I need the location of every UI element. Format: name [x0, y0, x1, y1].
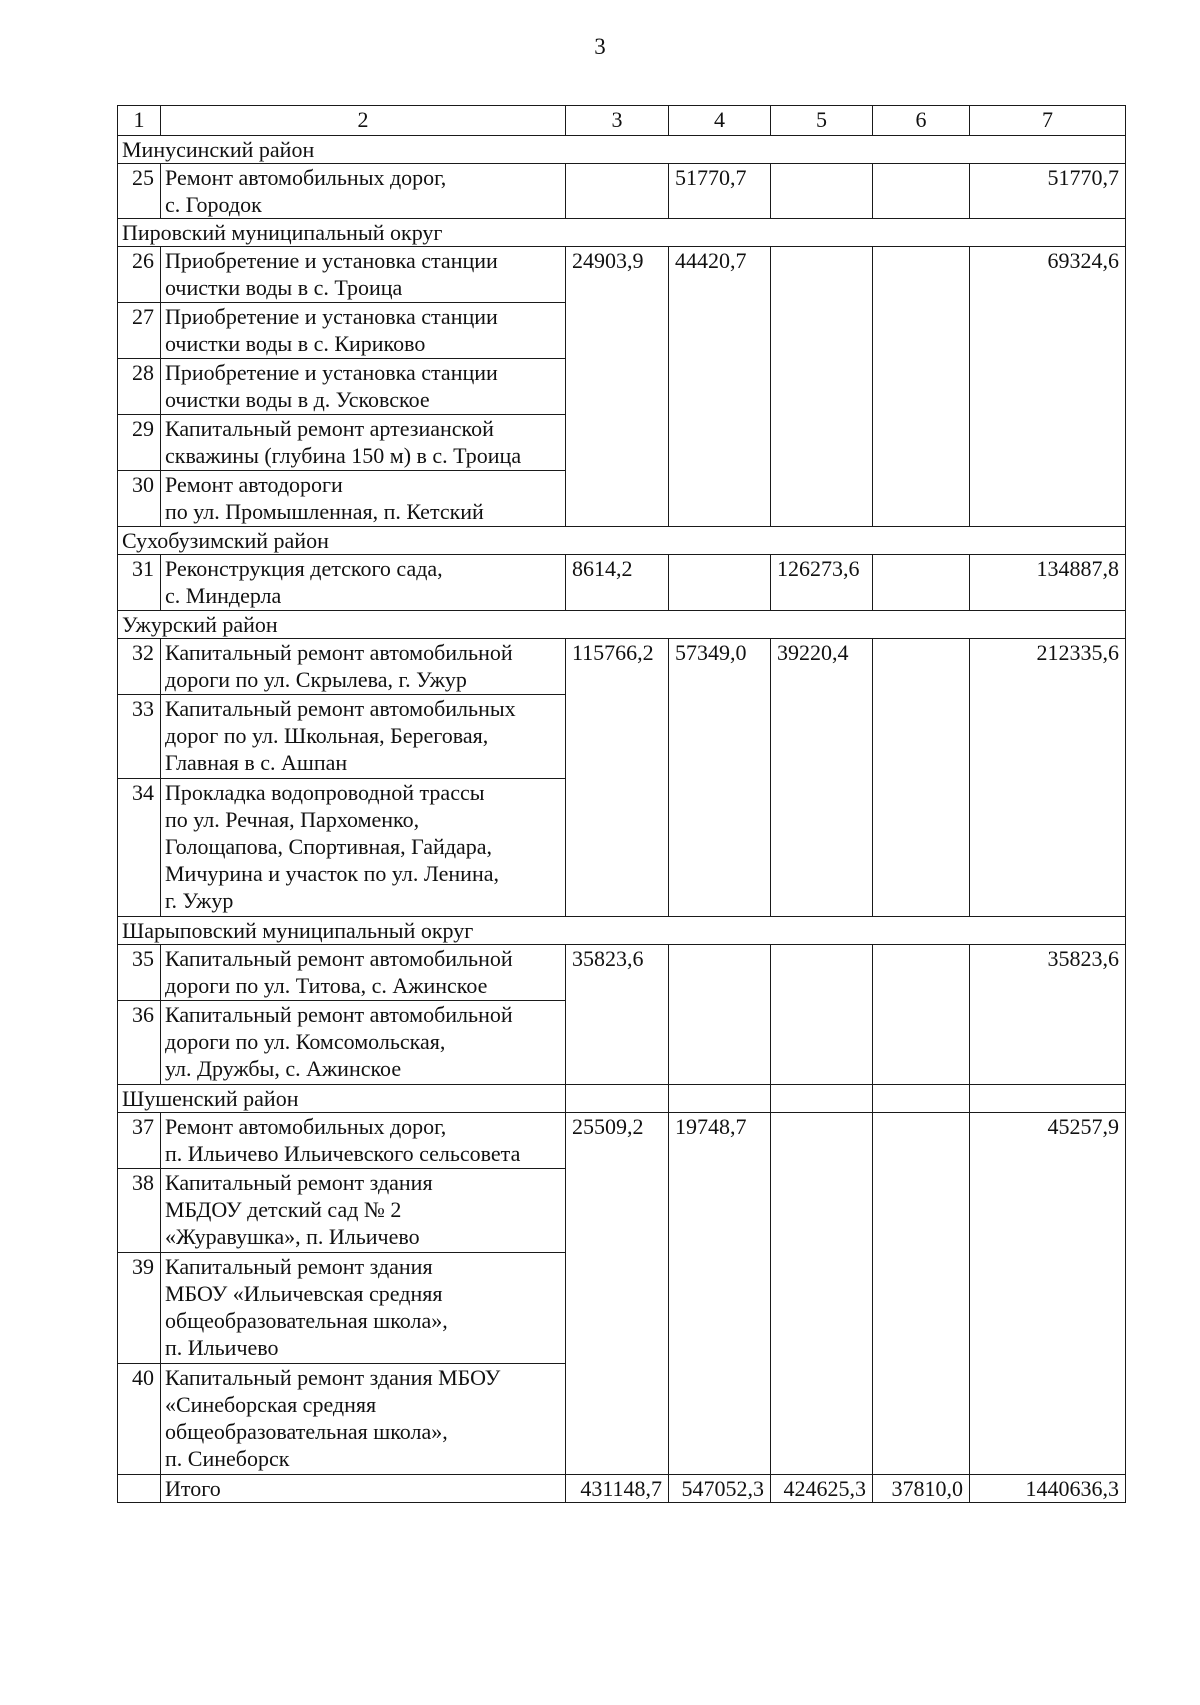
row-number: 26	[118, 247, 161, 303]
value-col-7: 69324,6	[970, 247, 1126, 527]
row-description: Прокладка водопроводной трассы по ул. Речная, Пархоменко, Голощапова, Спортивная, Гайдара, Мичурина и участок по ул. Ленина, г. Ужур	[161, 779, 566, 917]
value-col-7: 212335,6	[970, 639, 1126, 917]
value-col-4: 44420,7	[669, 247, 771, 527]
total-row	[118, 1475, 1126, 1503]
value-col-5	[771, 1113, 873, 1475]
total-col-7: 1440636,3	[970, 1475, 1126, 1503]
empty-cell	[118, 1475, 161, 1503]
table-row	[118, 1113, 1126, 1169]
row-description: Капитальный ремонт автомобильных дорог по ул. Школьная, Береговая, Главная в с. Ашпан	[161, 695, 566, 779]
value-col-4: 51770,7	[669, 164, 771, 219]
value-col-7: 134887,8	[970, 555, 1126, 611]
value-col-3: 35823,6	[566, 945, 669, 1085]
value-col-7: 45257,9	[970, 1113, 1126, 1475]
value-col-7: 35823,6	[970, 945, 1126, 1085]
header-col-6: 6	[873, 106, 970, 136]
district-name: Сухобузимский район	[118, 527, 1126, 555]
row-number: 40	[118, 1364, 161, 1475]
total-col-4: 547052,3	[669, 1475, 771, 1503]
value-col-4	[669, 555, 771, 611]
total-col-3: 431148,7	[566, 1475, 669, 1503]
value-col-6	[873, 1113, 970, 1475]
table-header-row	[118, 106, 1126, 136]
district-row	[118, 611, 1126, 639]
row-description: Ремонт автодороги по ул. Промышленная, п. Кетский	[161, 471, 566, 527]
table-row	[118, 639, 1126, 695]
value-col-3: 8614,2	[566, 555, 669, 611]
row-number: 32	[118, 639, 161, 695]
value-col-6	[873, 639, 970, 917]
district-row	[118, 219, 1126, 247]
row-description: Ремонт автомобильных дорог, п. Ильичево Ильичевского сельсовета	[161, 1113, 566, 1169]
header-col-4: 4	[669, 106, 771, 136]
row-number: 39	[118, 1253, 161, 1364]
row-number: 38	[118, 1169, 161, 1253]
district-row	[118, 917, 1126, 945]
empty-cell	[873, 1085, 970, 1113]
header-col-5: 5	[771, 106, 873, 136]
district-name: Шушенский район	[118, 1085, 566, 1113]
value-col-5: 126273,6	[771, 555, 873, 611]
value-col-4: 19748,7	[669, 1113, 771, 1475]
funding-table	[117, 105, 1126, 1503]
empty-cell	[771, 1085, 873, 1113]
row-description: Приобретение и установка станции очистки воды в с. Троица	[161, 247, 566, 303]
district-name: Пировский муниципальный округ	[118, 219, 1126, 247]
empty-cell	[566, 1085, 669, 1113]
district-row	[118, 1085, 1126, 1113]
district-name: Шарыповский муниципальный округ	[118, 917, 1126, 945]
row-number: 37	[118, 1113, 161, 1169]
row-number: 31	[118, 555, 161, 611]
row-number: 35	[118, 945, 161, 1001]
district-row	[118, 527, 1126, 555]
header-col-2: 2	[161, 106, 566, 136]
row-description: Капитальный ремонт здания МБДОУ детский сад № 2 «Журавушка», п. Ильичево	[161, 1169, 566, 1253]
row-description: Капитальный ремонт автомобильной дороги по ул. Скрылева, г. Ужур	[161, 639, 566, 695]
row-description: Капитальный ремонт артезианской скважины (глубина 150 м) в с. Троица	[161, 415, 566, 471]
value-col-5	[771, 945, 873, 1085]
table-row	[118, 945, 1126, 1001]
total-col-5: 424625,3	[771, 1475, 873, 1503]
table-row	[118, 247, 1126, 303]
row-description: Приобретение и установка станции очистки воды в д. Усковское	[161, 359, 566, 415]
row-number: 29	[118, 415, 161, 471]
value-col-4	[669, 945, 771, 1085]
value-col-3: 115766,2	[566, 639, 669, 917]
row-description: Капитальный ремонт здания МБОУ «Ильичевская средняя общеобразовательная школа», п. Ильичево	[161, 1253, 566, 1364]
table-row	[118, 555, 1126, 611]
header-col-7: 7	[970, 106, 1126, 136]
row-description: Капитальный ремонт автомобильной дороги по ул. Комсомольская, ул. Дружбы, с. Ажинское	[161, 1001, 566, 1085]
total-label: Итого	[161, 1475, 566, 1503]
row-number: 30	[118, 471, 161, 527]
value-col-6	[873, 164, 970, 219]
value-col-3	[566, 164, 669, 219]
value-col-3: 25509,2	[566, 1113, 669, 1475]
value-col-6	[873, 945, 970, 1085]
row-number: 27	[118, 303, 161, 359]
row-description: Капитальный ремонт автомобильной дороги по ул. Титова, с. Ажинское	[161, 945, 566, 1001]
row-number: 28	[118, 359, 161, 415]
header-col-1: 1	[118, 106, 161, 136]
value-col-5	[771, 247, 873, 527]
value-col-5: 39220,4	[771, 639, 873, 917]
header-col-3: 3	[566, 106, 669, 136]
district-name: Ужурский район	[118, 611, 1126, 639]
page-number: 3	[594, 34, 606, 59]
row-number: 36	[118, 1001, 161, 1085]
value-col-3: 24903,9	[566, 247, 669, 527]
empty-cell	[970, 1085, 1126, 1113]
row-number: 25	[118, 164, 161, 219]
row-description: Ремонт автомобильных дорог, с. Городок	[161, 164, 566, 219]
value-col-5	[771, 164, 873, 219]
row-description: Приобретение и установка станции очистки воды в с. Кириково	[161, 303, 566, 359]
total-col-6: 37810,0	[873, 1475, 970, 1503]
value-col-6	[873, 247, 970, 527]
row-description: Реконструкция детского сада, с. Миндерла	[161, 555, 566, 611]
value-col-4: 57349,0	[669, 639, 771, 917]
row-description: Капитальный ремонт здания МБОУ «Синеборская средняя общеобразовательная школа», п. Синеборск	[161, 1364, 566, 1475]
district-name: Минусинский район	[118, 136, 1126, 164]
value-col-6	[873, 555, 970, 611]
row-number: 33	[118, 695, 161, 779]
row-number: 34	[118, 779, 161, 917]
value-col-7: 51770,7	[970, 164, 1126, 219]
district-row	[118, 136, 1126, 164]
table-row	[118, 164, 1126, 219]
empty-cell	[669, 1085, 771, 1113]
